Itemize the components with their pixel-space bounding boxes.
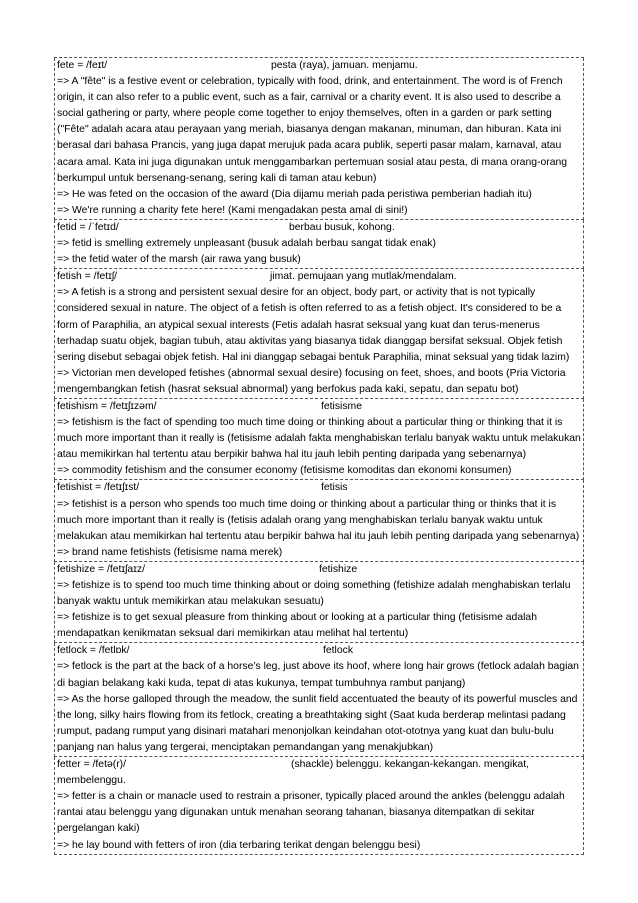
- example: => brand name fetishists (fetisisme nama merek): [57, 546, 283, 558]
- meaning: fetishize: [319, 563, 358, 575]
- definition: => fetishize is to spend too much time thinking about or doing something (fetishize adalah menghabiskan terlalu banyak waktu untuk memikirkan atau melakukan sesuatu): [57, 580, 571, 608]
- entry-header: [57, 562, 581, 578]
- entry-header: [57, 58, 581, 74]
- definition: => fetlock is the part at the back of a horse’s leg, just above its hoof, where long hair grows (fetlock adalah bagian di bagian belakang kaki kuda, tepat di atas kukunya, tempat tumbuhnya rambut panjang): [57, 661, 579, 689]
- dictionary-sheet: [54, 57, 584, 855]
- definition: => fetid is smelling extremely unpleasant (busuk adalah berbau sangat tidak enak): [57, 238, 436, 250]
- example: => fetishize is to get sexual pleasure from thinking about or looking at a particular thing (fetisisme adalah mendapatkan kenikmatan seksual dari memikirkan atau melihat hal tertentu): [57, 612, 537, 640]
- meaning: fetlock: [323, 645, 354, 657]
- entry-header: [57, 643, 581, 659]
- entry-header: [57, 399, 581, 415]
- headword: fete = /feɪt/: [57, 60, 108, 71]
- entry-fetid: [54, 220, 584, 269]
- meaning: fetisisme: [321, 400, 362, 412]
- example: => he lay bound with fetters of iron (dia terbaring terikat dengan belenggu besi): [57, 839, 421, 851]
- headword: fetish = /fetɪʃ/: [57, 271, 118, 283]
- example: => We're running a charity fete here! (Kami mengadakan pesta amal di sini!): [57, 204, 408, 216]
- definition: => fetishism is the fact of spending too much time doing or thinking about a particular thing or thinking that it is much more important than it really is (fetisisme adalah fakta menghabiskan terlalu banyak waktu untuk melakukan atau memikirkan hal tertentu atau berpikir bahwa hal itu jauh lebih penting daripada yang sebenarnya): [57, 417, 581, 461]
- entry-header: [57, 220, 581, 236]
- meaning-text: (shackle) belenggu. kekangan-kekangan. mengikat, membelenggu.: [57, 759, 529, 787]
- entry-fetishist: [54, 480, 584, 561]
- example: => the fetid water of the marsh (air rawa yang busuk): [57, 254, 301, 266]
- example: => commodity fetishism and the consumer economy (fetisisme komoditas dan ekonomi konsumen): [57, 465, 512, 477]
- example: => He was feted on the occasion of the award (Dia dijamu meriah pada peristiwa pemberian hadiah itu): [57, 188, 532, 200]
- meaning: pesta (raya), jamuan. menjamu.: [271, 60, 418, 71]
- meaning: jimat. pemujaan yang mutlak/mendalam.: [270, 271, 457, 283]
- definition: => A "fête" is a festive event or celebration, typically with food, drink, and entertainment. The word is of French origin, it can also refer to a public event, such as a fair, carnival or a charity event. It is also used to describe a social gathering or party, where people come together to enjoy themselves, often in a garden or park setting ("Fête" adalah acara atau perayaan yang meriah, biasanya dengan makanan, minuman, dan hiburan. Kata ini berasal dari bahasa Prancis, yang juga dapat merujuk pada acara publik, seperti pasar malam, karnaval, atau acara amal. Kata ini juga digunakan untuk menggambarkan pertemuan sosial atau pesta, di mana orang-orang berkumpul untuk bersenang-senang, sering kali di taman atau kebun): [57, 76, 568, 184]
- definition: => fetishist is a person who spends too much time doing or thinking about a particular thing or thinks that it is much more important than it really is (fetisis adalah orang yang menghabiskan terlalu banyak waktu untuk melakukan atau memikirkan hal tertentu atau berpikir bahwa hal itu jauh lebih penting daripada yang sebenarnya): [57, 498, 580, 542]
- entry-fetter: [54, 757, 584, 855]
- entry-header: [57, 269, 581, 285]
- entry-header: [57, 480, 581, 496]
- example: => Victorian men developed fetishes (abnormal sexual desire) focusing on feet, shoes, and boots (Pria Victoria mengembangkan fetish (hasrat seksual abnormal) yang berfokus pada kaki, sepatu, dan sepatu bot): [57, 367, 566, 395]
- entry-fetlock: [54, 643, 584, 757]
- entry-fetishism: [54, 399, 584, 480]
- headword: fetlock = /fetlɒk/: [57, 645, 130, 657]
- example: => As the horse galloped through the meadow, the sunlit field accentuated the beauty of its powerful muscles and the long, silky hairs flowing from its fetlock, creating a breathtaking sight (Saat kuda berderap melintasi padang rumput, padang rumput yang disinari matahari menonjolkan keindahan otot-ototnya yang kuat dan bulu-bulu panjang nan halus yang tergerai, menciptakan pemandangan yang menakjubkan): [57, 693, 578, 753]
- definition: => A fetish is a strong and persistent sexual desire for an object, body part, or activity that is not typically considered sexual in nature. The object of a fetish is often referred to as a fetish object. It's considered to be a form of Paraphilia, an atypical sexual interests (Fetis adalah hasrat seksual yang kuat dan terus-menerus terhadap suatu objek, bagian tubuh, atau aktivitas yang biasanya tidak dianggap bersifat seksual. Objek fetish sering disebut sebagai objek fetish. Hal ini dianggap sebagai bentuk Paraphilia, minat seksual yang tidak lazim): [57, 287, 570, 363]
- meaning: fetisis: [321, 482, 348, 494]
- entry-fetishize: [54, 562, 584, 643]
- definition: => fetter is a chain or manacle used to restrain a prisoner, typically placed around the ankles (belenggu adalah rantai atau belenggu yang digunakan untuk menahan seorang tahanan, biasanya ditempatkan di sekitar pergelangan kaki): [57, 791, 565, 835]
- headword: fetter = /fetə(r)/: [57, 759, 127, 771]
- entry-fetish: [54, 269, 584, 399]
- headword: fetid = /ˈfetɪd/: [57, 221, 119, 233]
- headword: fetishism = /fetɪʃɪzəm/: [57, 400, 157, 412]
- meaning: [57, 757, 581, 789]
- entry-header: [57, 757, 581, 789]
- entry-fete: [54, 58, 584, 220]
- headword: fetishize = /fetɪʃaɪz/: [57, 563, 145, 575]
- headword: fetishist = /fetɪʃɪst/: [57, 482, 140, 494]
- meaning: berbau busuk, kohong.: [289, 221, 395, 233]
